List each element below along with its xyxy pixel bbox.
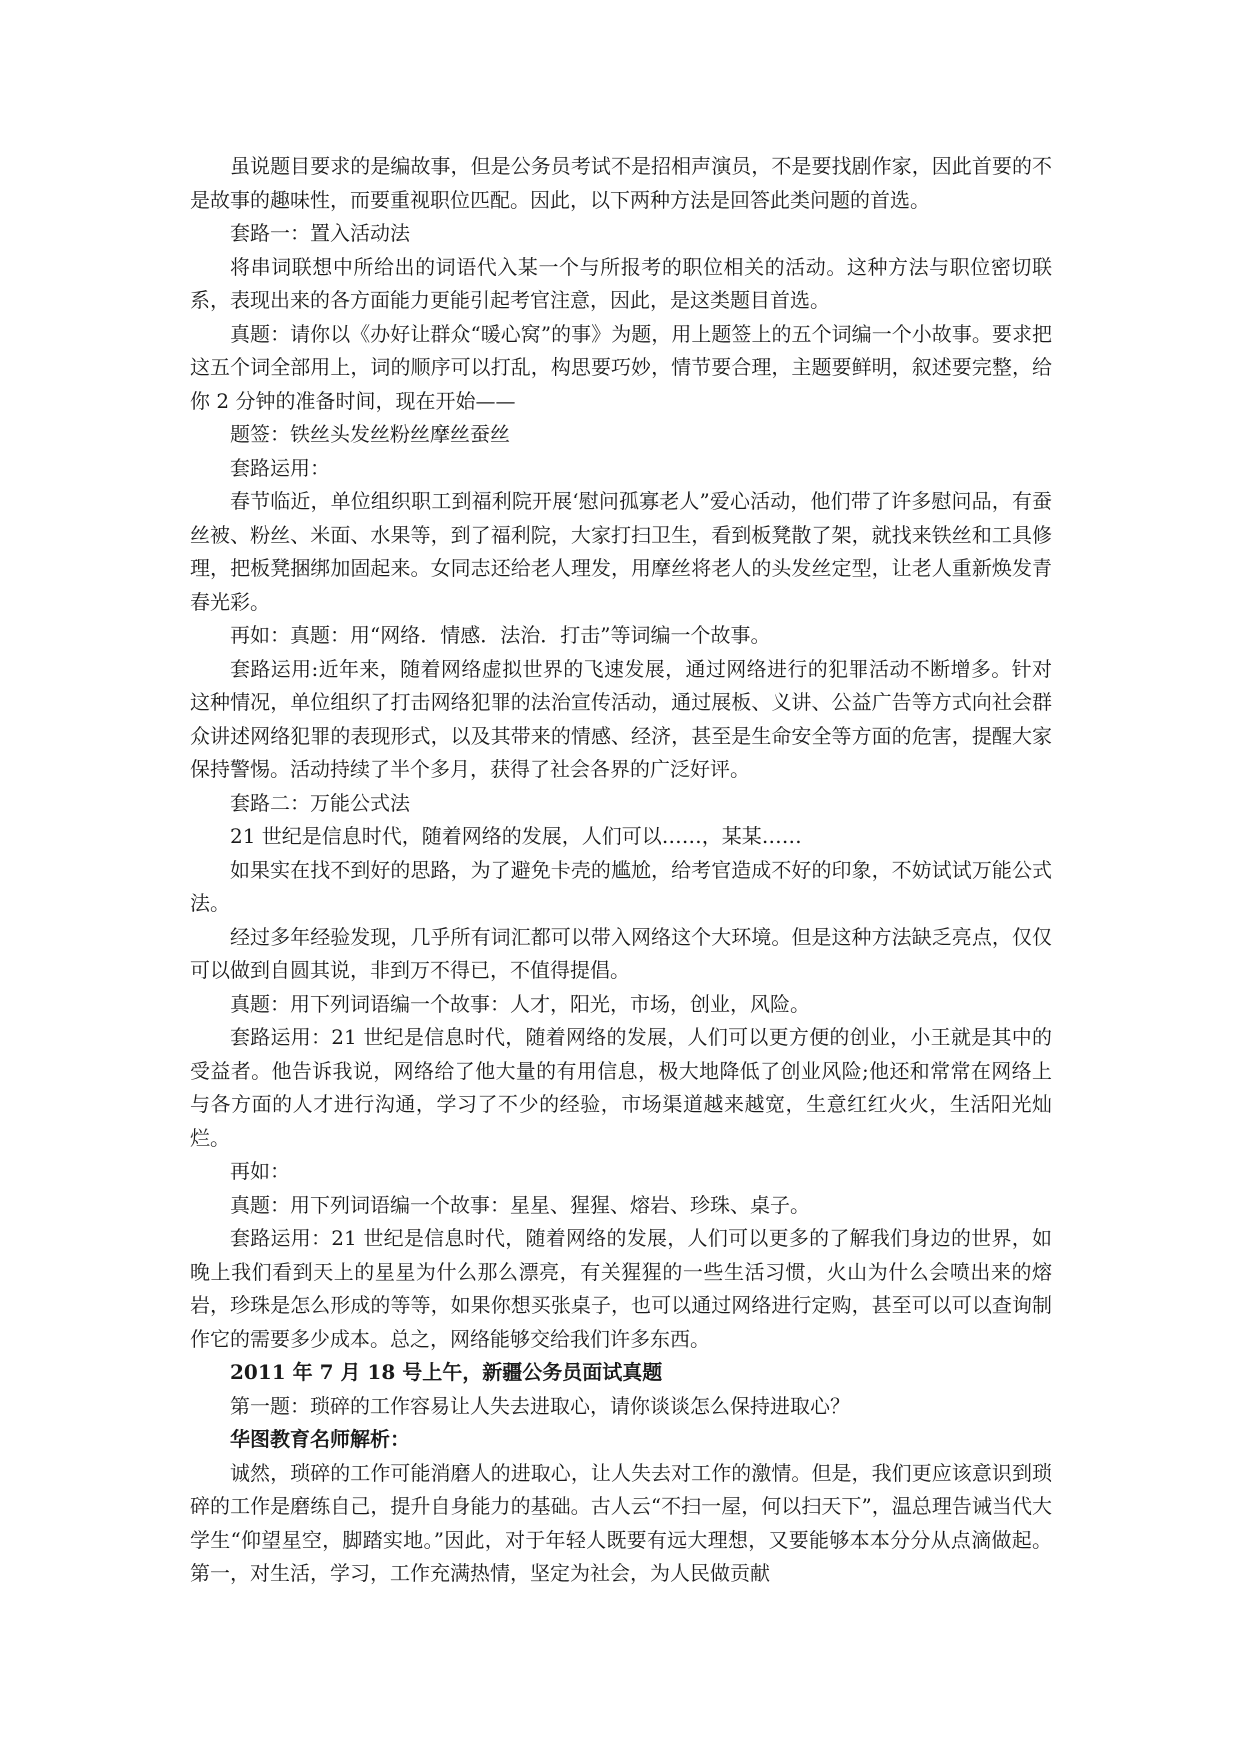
paragraph-question-1-words: 题签：铁丝头发丝粉丝摩丝蚕丝 <box>230 422 510 446</box>
paragraph-intro: 虽说题目要求的是编故事，但是公务员考试不是招相声演员，不是要找剧作家，因此首要的不是故事的趣味性，而要重视职位匹配。因此，以下两种方法是回答此类问题的首选。 <box>190 154 1052 212</box>
heading-expert-analysis: 华图教育名师解析： <box>230 1427 410 1451</box>
paragraph-answer-1: 春节临近，单位组织职工到福利院开展‘慰问孤寡老人”爱心活动，他们带了许多慰问品，有蚕丝被、粉丝、米面、水果等，到了福利院，大家打扫卫生，看到板凳散了架，就找来铁丝和工具修理，把板凳捆绑加固起来。女同志还给老人理发，用摩丝将老人的头发丝定型，让老人重新焕发青春光彩。 <box>190 489 1052 614</box>
heading-method-two: 套路二：万能公式法 <box>230 790 410 815</box>
paragraph-question-1: 真题：请你以《办好让群众“暖心窝”的事》为题，用上题签上的五个词编一个小故事。要求把这五个词全部用上，词的顺序可以打乱，构思要巧妙，情节要合理，主题要鲜明，叙述要完整，给你 2 分钟的准备时间，现在开始—— <box>190 321 1052 413</box>
paragraph-method-one-desc: 将串词联想中所给出的词语代入某一个与所报考的职位相关的活动。这种方法与职位密切联系，表现出来的各方面能力更能引起考官注意，因此，是这类题目首选。 <box>190 254 1052 312</box>
paragraph-question-2: 再如：真题：用“网络．情感．法治．打击”等词编一个故事。 <box>230 623 771 647</box>
label-another-example: 再如： <box>230 1159 290 1183</box>
paragraph-analysis: 诚然，琐碎的工作可能消磨人的进取心，让人失去对工作的激情。但是，我们更应该意识到琐碎的工作是磨练自己，提升自身能力的基础。古人云“不扫一屋，何以扫天下”，温总理告诫当代大学生“仰望星空，脚踏实地。”因此，对于年轻人既要有远大理想，又要能够本本分分从点滴做起。第一，对生活，学习，工作充满热情，坚定为社会，为人民做贡献 <box>190 1460 1052 1585</box>
paragraph-answer-4: 套路运用：21 世纪是信息时代，随着网络的发展，人们可以更多的了解我们身边的世界，如晚上我们看到天上的星星为什么那么漂亮，有关猩猩的一些生活习惯，火山为什么会喷出来的熔岩，珍珠是怎么形成的等等，如果你想买张桌子，也可以通过网络进行定购，甚至可以可以查询制作它的需要多少成本。总之，网络能够交给我们许多东西。 <box>190 1226 1052 1351</box>
section-heading-xinjiang: 2011 年 7 月 18 号上午，新疆公务员面试真题 <box>230 1360 663 1384</box>
paragraph-answer-3: 套路运用：21 世纪是信息时代，随着网络的发展，人们可以更方便的创业，小王就是其中的受益者。他告诉我说，网络给了他大量的有用信息，极大地降低了创业风险;他还和常常在网络上与各方面的人才进行沟通，学习了不少的经验，市场渠道越来越宽，生意红红火火，生活阳光灿烂。 <box>190 1025 1052 1150</box>
document-body <box>190 150 1052 1591</box>
paragraph-question-4: 真题：用下列词语编一个故事：星星、猩猩、熔岩、珍珠、桌子。 <box>230 1192 810 1217</box>
paragraph-formula: 21 世纪是信息时代，随着网络的发展，人们可以……，某某…… <box>230 824 802 848</box>
label-application-1: 套路运用： <box>230 455 330 480</box>
paragraph-question-3: 真题：用下列词语编一个故事：人才，阳光，市场，创业，风险。 <box>230 991 810 1016</box>
paragraph-formula-usage: 如果实在找不到好的思路，为了避免卡壳的尴尬，给考官造成不好的印象，不妨试试万能公式法。 <box>190 857 1052 915</box>
paragraph-formula-note: 经过多年经验发现，几乎所有词汇都可以带入网络这个大环境。但是这种方法缺乏亮点，仅仅可以做到自圆其说，非到万不得已，不值得提倡。 <box>190 924 1052 982</box>
heading-method-one: 套路一：置入活动法 <box>230 221 410 245</box>
paragraph-question-5: 第一题：琐碎的工作容易让人失去进取心，请你谈谈怎么保持进取心？ <box>230 1393 850 1418</box>
paragraph-answer-2: 套路运用:近年来，随着网络虚拟世界的飞速发展，通过网络进行的犯罪活动不断增多。针对这种情况，单位组织了打击网络犯罪的法治宣传活动，通过展板、义讲、公益广告等方式向社会群众讲述网络犯罪的表现形式，以及其带来的情感、经济，甚至是生命安全等方面的危害，提醒大家保持警惕。活动持续了半个多月，获得了社会各界的广泛好评。 <box>190 656 1052 781</box>
